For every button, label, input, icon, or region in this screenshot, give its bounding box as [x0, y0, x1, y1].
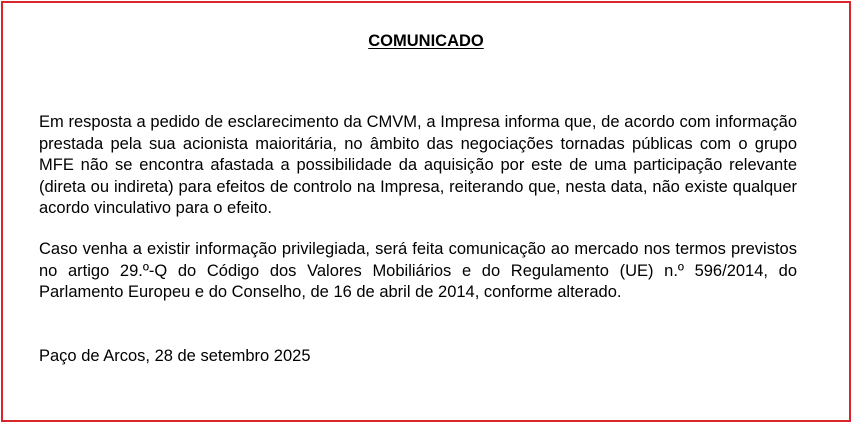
announcement-paragraph-1: Em resposta a pedido de esclarecimento da CMVM, a Impresa informa que, de acordo com informação prestada pela sua acionista maioritária, no âmbito das negociações tornadas públicas com o grupo MFE não se encontra afastada a possibilidade da aquisição por este de uma participação relevante (direta ou indireta) para efeitos de controlo na Impresa, reiterando que, nesta data, não existe qualquer acordo vinculativo para o efeito.	[39, 113, 797, 217]
announcement-paragraph-2: Caso venha a existir informação privilegiada, será feita comunicação ao mercado nos termos previstos no artigo 29.º-Q do Código dos Valores Mobiliários e do Regulamento (UE) n.º 596/2014, do Parlamento Europeu e do Conselho, de 16 de abril de 2014, conforme alterado.	[39, 240, 797, 301]
place-and-date: Paço de Arcos, 28 de setembro 2025	[39, 347, 311, 365]
announcement-title: COMUNICADO	[368, 32, 484, 50]
announcement-frame	[1, 1, 851, 422]
